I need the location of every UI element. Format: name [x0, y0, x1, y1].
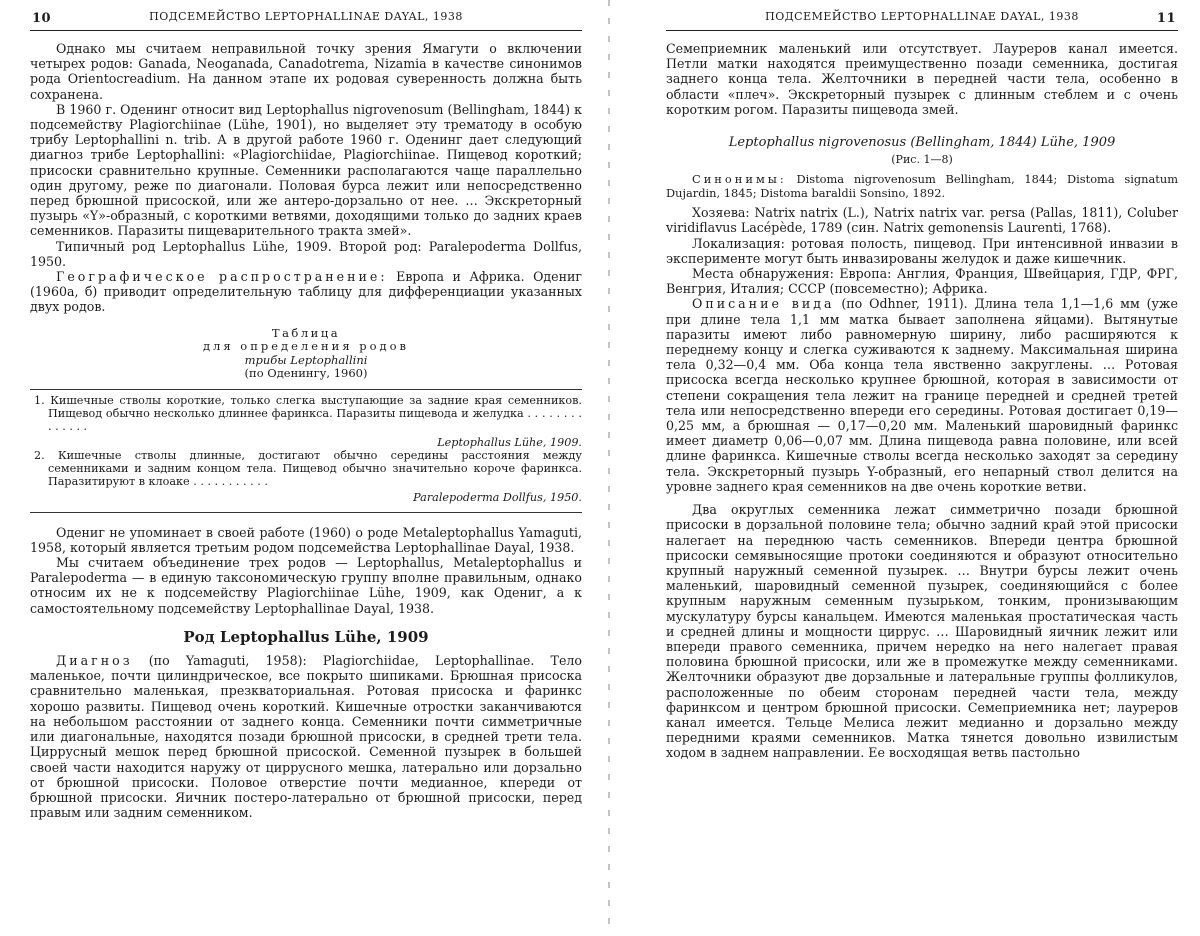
left-page-number: 10	[32, 10, 52, 26]
places-paragraph: Места обнаружения: Европа: Англия, Франция, Швейцария, ГДР, ФРГ, Венгрия, Италия; СССР (повсеместно); Африка.	[666, 266, 1178, 297]
right-page	[666, 0, 1178, 936]
diagnosis-paragraph	[30, 653, 582, 820]
table-item-result: Paralepoderma Dollfus, 1950.	[413, 490, 582, 504]
synonyms-text: Distoma nigrovenosum Bellingham, 1844; Distoma signatum Dujardin, 1845; Distoma baraldii Sonsino, 1892.	[666, 172, 1178, 200]
paragraph: В 1960 г. Оденинг относит вид Leptophallus nigrovenosum (Bellingham, 1844) к подсемейству Plagiorchiinae (Lühe, 1901), но выделяет эту трематоду в особую трибу Leptophallini n. trib. А в другой работе 1960 г. Оденинг дает следующий диагноз трибе Leptophallini: «Plagiorchiidae, Plagiorchiinae. Пищевод короткий; присоски сравнительно крупные. Семенники располагаются чаще параллельно один другому, реже по диагонали. Половая бурса лежит или непосредственно перед брюшной присоской, или же антеро-дорзально от нее. … Экскреторный пузырь «Y»-образный, с короткими ветвями, доходящими только до задних краев семенников. Паразиты пищеварительного тракта змей».	[30, 101, 582, 239]
table-rule	[30, 512, 582, 513]
species-heading: Leptophallus nigrovenosus (Bellingham, 1844) Lühe, 1909	[728, 135, 1116, 151]
hosts-paragraph: Хозяева: Natrix natrix (L.), Natrix natrix var. persa (Pallas, 1811), Coluber viridiflavus Lacépède, 1789 (син. Natrix gemonensis Laurenti, 1768).	[666, 205, 1178, 236]
paragraph: Семеприемник маленький или отсутствует. Лауреров канал имеется. Петли матки находятся преимущественно позади семенника, достигая заднего конца тела. Желточники в передней части тела, особенно в области «плеч». Экскреторный пузырек с длинным стеблем и с очень коротким рогом. Паразиты пищевода змей.	[666, 41, 1178, 117]
paragraph: Однако мы считаем неправильной точку зрения Ямагути о включении четырех родов: Ganada, Neoganada, Canadotrema, Nizamia в качестве синонимов рода Orientocreadium. На данном этапе их родовая суверенность должна быть сохранена.	[30, 41, 582, 102]
paragraph: Два округлых семенника лежат симметрично позади брюшной присоски в дорзальной половине тела; обычно задний край этой присоски налегает на переднюю часть семенников. Впереди центра брюшной присоски семявыносящие протоки соединяются и образуют относительно крупный наружный семенной пузырек. … Внутри бурсы лежит очень маленький, шаровидный семенной пузырек, соединяющийся с более крупным наружным семенным пузырьком, тонким, пронизывающим мускулатуру бурсы канальцем. Имеются маленькая простатическая часть и средней длины и мощности циррус. … Шаровидный яичник лежит или впереди правого семенника, причем нередко на него налегает правая половина брюшной присоски, или же в промежутке между семенниками. Желточники образуют две дорзальные и латеральные группы фолликулов, расположенные по обеим сторонам передней части тела, между фаринксом и центром брюшной присоски. Семеприемника нет; лауреров канал имеется. Тельце Мелиса лежит медианно и дорзально между передними краями семенников. Матка тянется довольно извилистым ходом в заднем направлении. Ее восходящая ветвь пастольно	[666, 502, 1178, 761]
table-subtitle: (по Оденингу, 1960)	[244, 366, 368, 381]
table-item: 1. Кишечные стволы короткие, только слегка выступающие за задние края семенников. Пищевод обычно несколько длиннее фаринкса. Паразиты пищевода и желудка . . . . . . . . . . . . . .	[34, 393, 582, 433]
paragraph: Типичный род Leptophallus Lühe, 1909. Второй род: Paralepoderma Dollfus, 1950.	[30, 238, 582, 269]
diagnosis-text: (по Yamaguti, 1958): Plagiorchiidae, Leptophallinae. Тело маленькое, почти цилиндрическое, все покрыто шипиками. Брюшная присоска сравнительно маленькая, презкваториальная. Ротовая присоска и фаринкс хорошо развиты. Пищевод очень короткий. Кишечные отростки заканчиваются на небольшом расстоянии от заднего конца. Семенники почти симметричные или диагональные, находятся позади брюшной присоски, в средней трети тела. Циррусный мешок перед брюшной присоской. Семенной пузырек в большей своей части находится наружу от циррусного мешка, латерально или дорзально от брюшной присоски. Половое отверстие почти медианное, кпереди от брюшной присоски. Яичник постеро-латерально от брюшной присоски, перед правым или задним семенником.	[30, 653, 582, 821]
book-gutter	[608, 0, 610, 936]
left-page-header	[30, 0, 582, 31]
geography-text: Европа и Африка. Одениг (1960а, б) приводит определительную таблицу для дифференциации указанных двух родов.	[30, 269, 582, 315]
right-page-number: 11	[1156, 10, 1176, 26]
table-subtitle: трибы Leptophallini	[244, 352, 368, 367]
right-page-body	[666, 31, 1178, 761]
table-rule	[30, 389, 582, 390]
table-item: 2. Кишечные стволы длинные, достигают обычно середины расстояния между семенниками и задним концом тела. Пищевод обычно значительно короче фаринкса. Паразитируют в клоаке . . . . . . . . . . .	[34, 448, 582, 488]
left-page-body	[30, 31, 582, 820]
synonyms-label: Синонимы:	[692, 172, 787, 187]
diagnosis-label: Диагноз	[56, 653, 133, 669]
table-title: Таблица	[271, 325, 341, 340]
left-running-head: ПОДСЕМЕЙСТВО LEPTOPHALLINAE DAYAL, 1938	[149, 9, 463, 23]
localization-paragraph: Локализация: ротовая полость, пищевод. При интенсивной инвазии в эксперименте могут быть инвазированы желудок и даже кишечник.	[666, 235, 1178, 266]
description-paragraph	[666, 296, 1178, 494]
table-subtitle: для определения родов	[202, 339, 410, 354]
genus-heading: Род Leptophallus Lühe, 1909	[183, 627, 429, 646]
paragraph: Мы считаем объединение трех родов — Leptophallus, Metaleptophallus и Paralepoderma — в единую таксономическую группу вполне правильным, однако относим их не к подсемейству Plagiorchiinae Lühe, 1909, как Одениг, а к самостоятельному подсемейству Leptophallinae Dayal, 1938.	[30, 555, 582, 616]
geography-label: Географическое распространение:	[56, 269, 388, 285]
table-item-result: Leptophallus Lühe, 1909.	[437, 435, 582, 449]
geography-paragraph	[30, 269, 582, 315]
figure-reference: (Рис. 1—8)	[891, 153, 953, 167]
description-label: Описание вида	[692, 296, 835, 312]
right-page-header	[666, 0, 1178, 31]
right-running-head: ПОДСЕМЕЙСТВО LEPTOPHALLINAE DAYAL, 1938	[765, 9, 1079, 23]
left-page	[30, 0, 582, 936]
description-text: (по Odhner, 1911). Длина тела 1,1—1,6 мм (уже при длине тела 1,1 мм матка бывает заполнена яйцами). Вытянутые паразиты имеют либо равномерную ширину, либо расширяются к переднему концу и слегка суживаются к заднему. Максимальная ширина тела 0,32—0,4 мм. Оба конца тела явственно закруглены. … Ротовая присоска всегда несколько крупнее брюшной, которая в зависимости от степени сокращения тела лежит на границе передней и средней третей тела или непосредственно впереди его середины. Ротовая достигает 0,19—0,25 мм, а брюшная — 0,17—0,20 мм. Маленький шаровидный фаринкс имеет диаметр 0,06—0,07 мм. Длина пищевода равна половине, или всей длине фаринкса. Кишечные стволы всегда несколько заходят за середину тела. Экскреторный пузырь Y-образный, его непарный ствол делится на уровне заднего края семенников на две очень короткие ветви.	[666, 296, 1178, 494]
synonyms-paragraph	[666, 173, 1178, 200]
paragraph: Одениг не упоминает в своей работе (1960) о роде Metaleptophallus Yamaguti, 1958, который является третьим родом подсемейства Leptophallinae Dayal, 1938.	[30, 524, 582, 555]
